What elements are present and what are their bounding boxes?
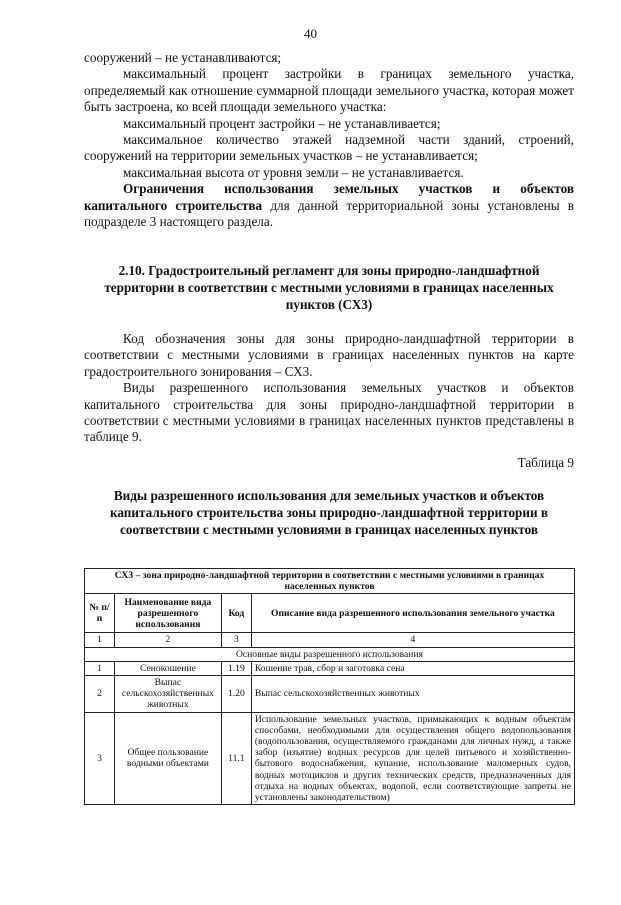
row-code: 1.20 — [221, 676, 251, 713]
table-title: Виды разрешенного использования для земельных участков и объектов капитального строительства зоны природно-ландшафтной территории в соответствии с местными условиями в границах населенных пунктов — [109, 488, 548, 537]
section-body — [84, 331, 574, 446]
column-number: 4 — [251, 633, 574, 647]
row-code: 1.19 — [221, 661, 251, 675]
row-use-name: Сенокошение — [114, 661, 221, 675]
row-description: Кошение трав, сбор и заготовка сена — [251, 661, 574, 675]
section-row-label: Основные виды разрешенного использования — [85, 647, 575, 661]
restrictions-bold-text: Ограничения использования земельных участков и объектов капитального строительства — [84, 181, 574, 213]
row-use-name: Общее пользование водными объектами — [114, 712, 221, 805]
column-number: 1 — [85, 633, 115, 647]
column-number: 2 — [114, 633, 221, 647]
permitted-uses-paragraph: Виды разрешенного использования земельных участков и объектов капитального строительства для зоны природно-ландшафтной территории в соответствии с местными условиями в границах населенных пунктов представлены в таблице 9. — [84, 380, 574, 445]
header-use-name: Наименование вида разрешенного использования — [114, 594, 221, 633]
restrictions-text: для данной территориальной зоны установлены в подразделе 3 настоящего раздела. — [84, 197, 575, 230]
header-description: Описание вида разрешенного использования земельного участка — [251, 594, 574, 633]
table-label: Таблица 9 — [517, 455, 574, 470]
header-code: Код — [221, 594, 251, 633]
row-use-name: Выпас сельскохозяйственных животных — [114, 676, 221, 713]
page-number: 40 — [304, 26, 317, 41]
table-zone-caption-row — [85, 569, 575, 594]
table-row — [85, 712, 575, 805]
table-header-row — [85, 594, 575, 633]
restrictions-paragraph — [84, 181, 574, 230]
row-number: 2 — [85, 676, 115, 713]
column-number: 3 — [221, 633, 251, 647]
table-section-row — [85, 647, 575, 661]
permitted-uses-table — [84, 568, 575, 805]
paragraph-line: максимальная высота от уровня земли – не устанавливается. — [123, 164, 464, 180]
zone-code-paragraph: Код обозначения зоны для зоны природно-ландшафтной территории в соответствии с местными условиями в границах населенных пунктов на карте градостроительного зонирования – СХ3. — [84, 331, 574, 379]
paragraph-line: максимальное количество этажей надземной части зданий, строений, сооружений на территории земельных участков – не устанавливается; — [84, 132, 574, 164]
header-number: № п/п — [85, 594, 115, 633]
table-zone-caption: СХ3 – зона природно-ландшафтной территории в соответствии с местными условиями в границах населенных пунктов — [85, 569, 575, 594]
paragraph-line: максимальный процент застройки – не устанавливается; — [123, 115, 441, 131]
row-number: 1 — [85, 661, 115, 675]
zone-parameters-text — [84, 50, 574, 230]
section-heading: 2.10. Градостроительный регламент для зоны природно-ландшафтной территории в соответствии с местными условиями в границах населенных пунктов (СХ3) — [104, 263, 554, 312]
paragraph-line: максимальный процент застройки в границах земельного участка, определяемый как отношение суммарной площади земельного участка, которая может быть застроена, ко всей площади земельного участка: — [84, 66, 574, 115]
paragraph-line: сооружений – не устанавливаются; — [84, 50, 282, 65]
row-description: Использование земельных участков, примыкающих к водным объектам способами, необходимыми для осуществления общего водопользования (водопользования, осуществляемого гражданами для личных нужд, а также забор (изъятие) водных ресурсов для целей питьевого и хозяйственно-бытового водоснабжения, купание, использование маломерных судов, водных мотоциклов и других технических средств, предназначенных для отдыха на водных объектах, водопой, если соответствующие запреты не установлены законодательством) — [251, 712, 574, 805]
table-row — [85, 661, 575, 675]
row-description: Выпас сельскохозяйственных животных — [251, 676, 574, 713]
table-row — [85, 676, 575, 713]
row-code: 11.1 — [221, 712, 251, 805]
table-column-number-row — [85, 633, 575, 647]
row-number: 3 — [85, 712, 115, 805]
